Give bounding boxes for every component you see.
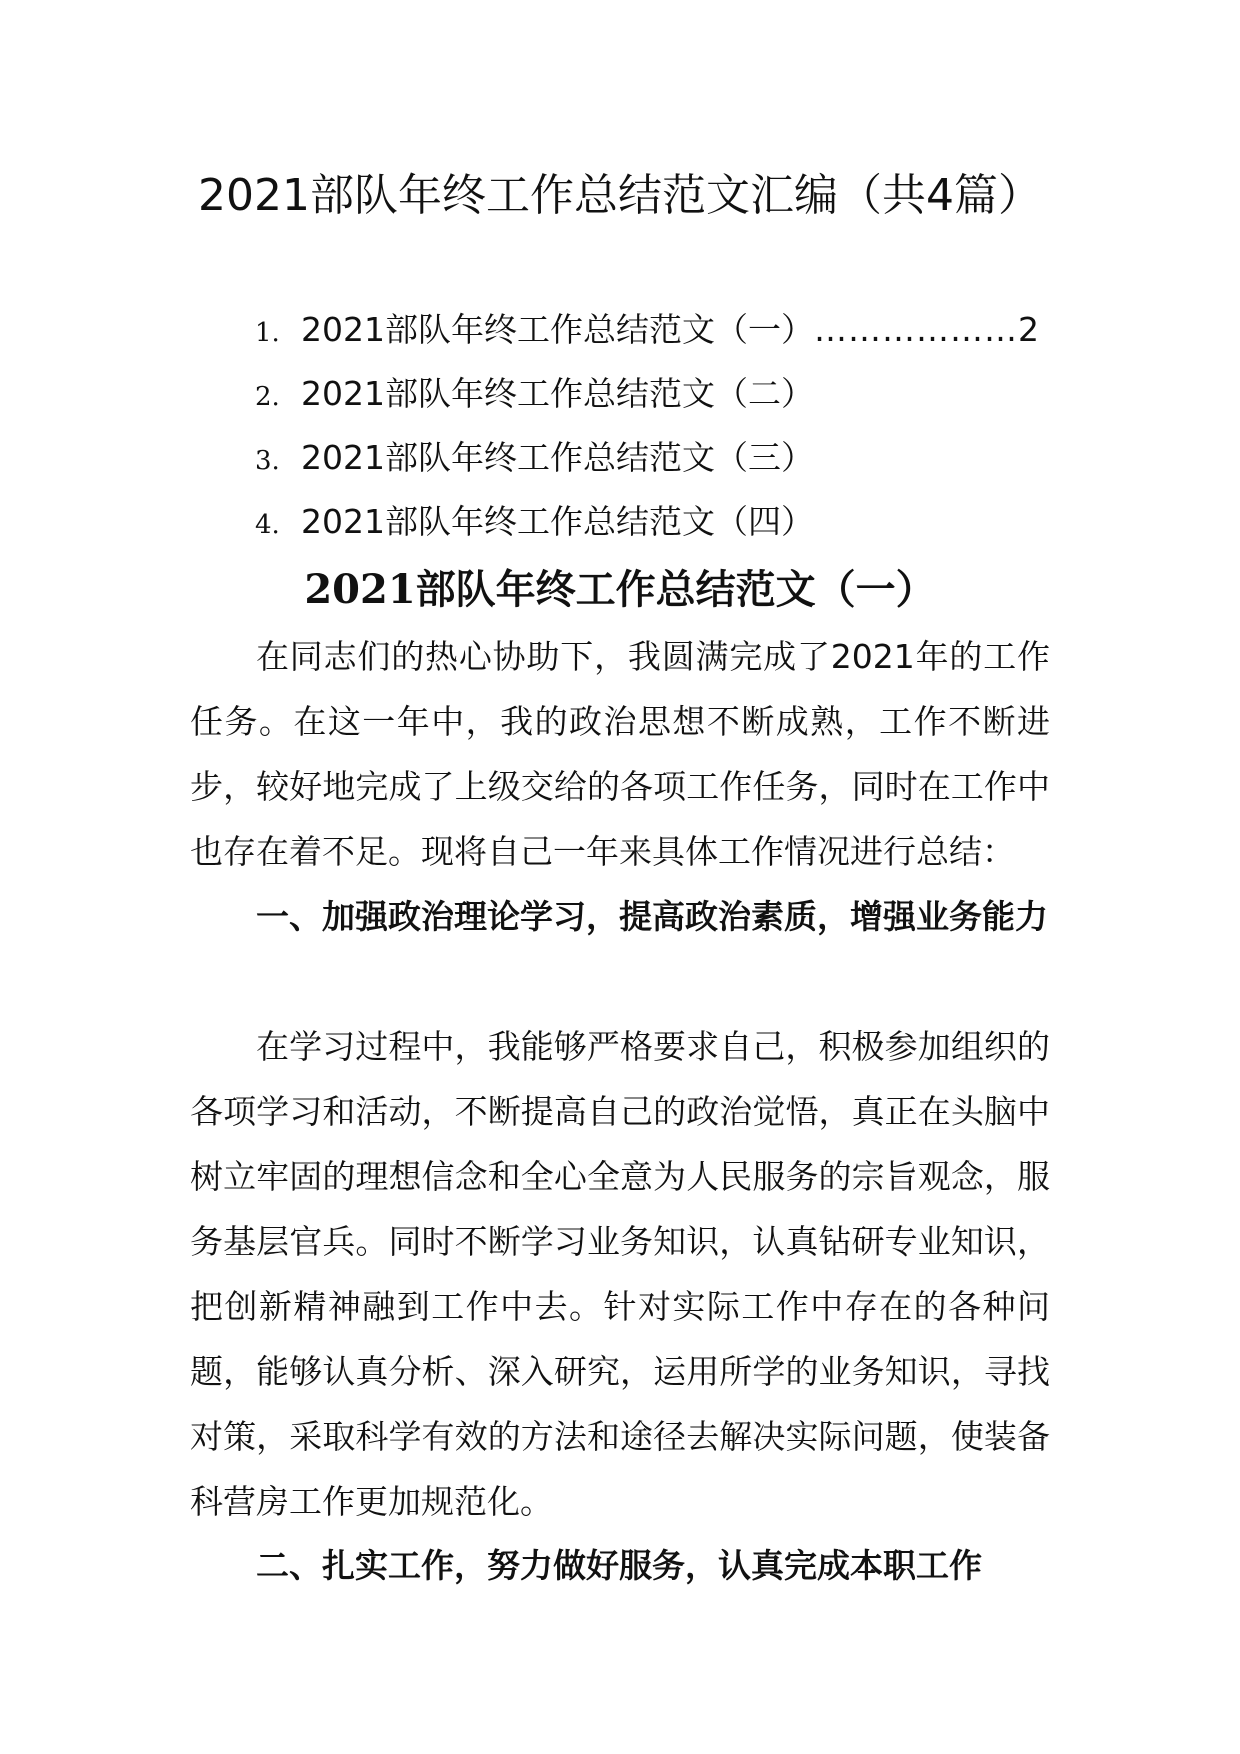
section-title: 2021部队年终工作总结范文（一）	[304, 566, 936, 613]
toc-text: 2021部队年终工作总结范文（一）	[301, 310, 814, 349]
section-heading-2: 二、扎实工作，努力做好服务，认真完成本职工作	[256, 1546, 982, 1585]
body-paragraph-1: 在学习过程中，我能够严格要求自己，积极参加组织的各项学习和活动，不断提高自己的政治觉悟，真正在头脑中树立牢固的理想信念和全心全意为人民服务的宗旨观念，服务基层官兵。同时不断学习业务知识，认真钻研专业知识，把创新精神融到工作中去。针对实际工作中存在的各种问题，能够认真分析、深入研究，运用所学的业务知识，寻找对策，采取科学有效的方法和途径去解决实际问题，使装备科营房工作更加规范化。	[190, 1027, 1050, 1521]
toc-number: 2.	[255, 382, 280, 412]
toc-item-1[interactable]	[255, 298, 1075, 362]
toc-text: 2021部队年终工作总结范文（二）	[301, 374, 814, 413]
toc-text: 2021部队年终工作总结范文（四）	[301, 502, 814, 541]
intro-paragraph: 在同志们的热心协助下，我圆满完成了2021年的工作任务。在这一年中，我的政治思想不断成熟，工作不断进步，较好地完成了上级交给的各项工作任务，同时在工作中也存在着不足。现将自己一年来具体工作情况进行总结：	[190, 637, 1050, 871]
section-heading-1: 一、加强政治理论学习，提高政治素质，增强业务能力	[256, 897, 1048, 936]
toc-number: 4.	[255, 510, 280, 540]
toc-item-4[interactable]	[255, 490, 1075, 554]
toc-leader-dots: ………………	[813, 310, 1018, 349]
toc-item-3[interactable]	[255, 426, 1075, 490]
toc-number: 3.	[255, 446, 280, 476]
table-of-contents	[255, 298, 1075, 554]
toc-page-number: 2	[1017, 310, 1039, 349]
document-title: 2021部队年终工作总结范文汇编（共4篇）	[198, 170, 1042, 221]
toc-text: 2021部队年终工作总结范文（三）	[301, 438, 814, 477]
toc-item-2[interactable]	[255, 362, 1075, 426]
toc-number: 1.	[255, 318, 280, 348]
